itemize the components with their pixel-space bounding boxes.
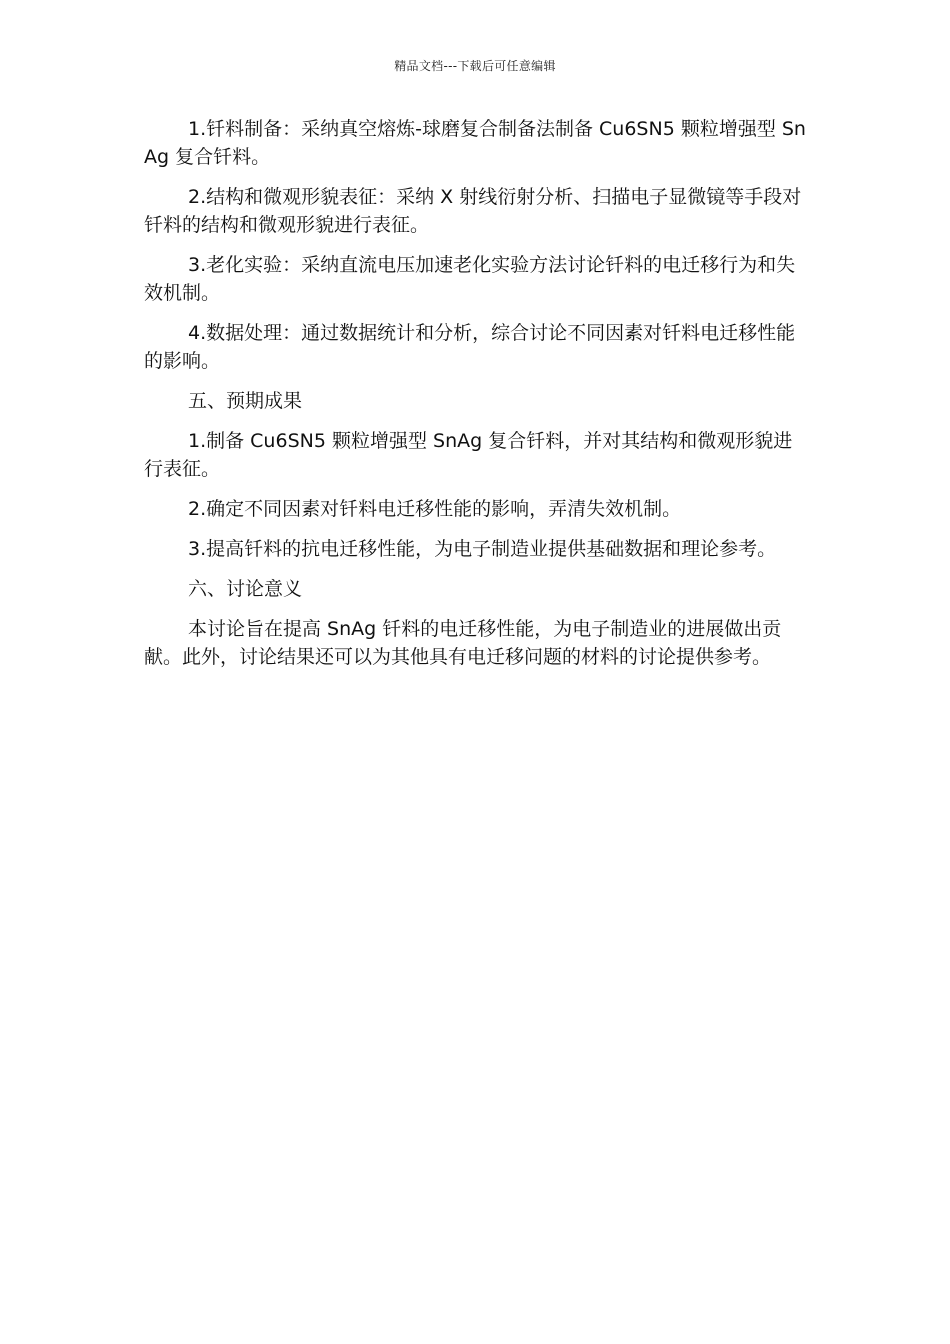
method-item-1: 1.钎料制备：采纳真空熔炼-球磨复合制备法制备 Cu6SN5 颗粒增强型 SnAg 复合钎料。 (144, 118, 806, 168)
page-header: 精品文档---下载后可任意编辑 (394, 59, 556, 73)
section-heading-expected-results: 五、预期成果 (188, 390, 303, 412)
result-item-2: 2.确定不同因素对钎料电迁移性能的影响，弄清失效机制。 (188, 498, 682, 520)
significance-paragraph: 本讨论旨在提高 SnAg 钎料的电迁移性能，为电子制造业的进展做出贡献。此外，讨论结果还可以为其他具有电迁移问题的材料的讨论提供参考。 (144, 618, 782, 668)
document-body (144, 115, 809, 683)
section-heading-significance: 六、讨论意义 (188, 578, 303, 600)
method-item-2: 2.结构和微观形貌表征：采纳 X 射线衍射分析、扫描电子显微镜等手段对钎料的结构和微观形貌进行表征。 (144, 186, 802, 236)
result-item-1: 1.制备 Cu6SN5 颗粒增强型 SnAg 复合钎料，并对其结构和微观形貌进行表征。 (144, 430, 793, 480)
method-item-4: 4.数据处理：通过数据统计和分析，综合讨论不同因素对钎料电迁移性能的影响。 (144, 322, 796, 372)
result-item-3: 3.提高钎料的抗电迁移性能，为电子制造业提供基础数据和理论参考。 (188, 538, 777, 560)
method-item-3: 3.老化实验：采纳直流电压加速老化实验方法讨论钎料的电迁移行为和失效机制。 (144, 254, 796, 304)
